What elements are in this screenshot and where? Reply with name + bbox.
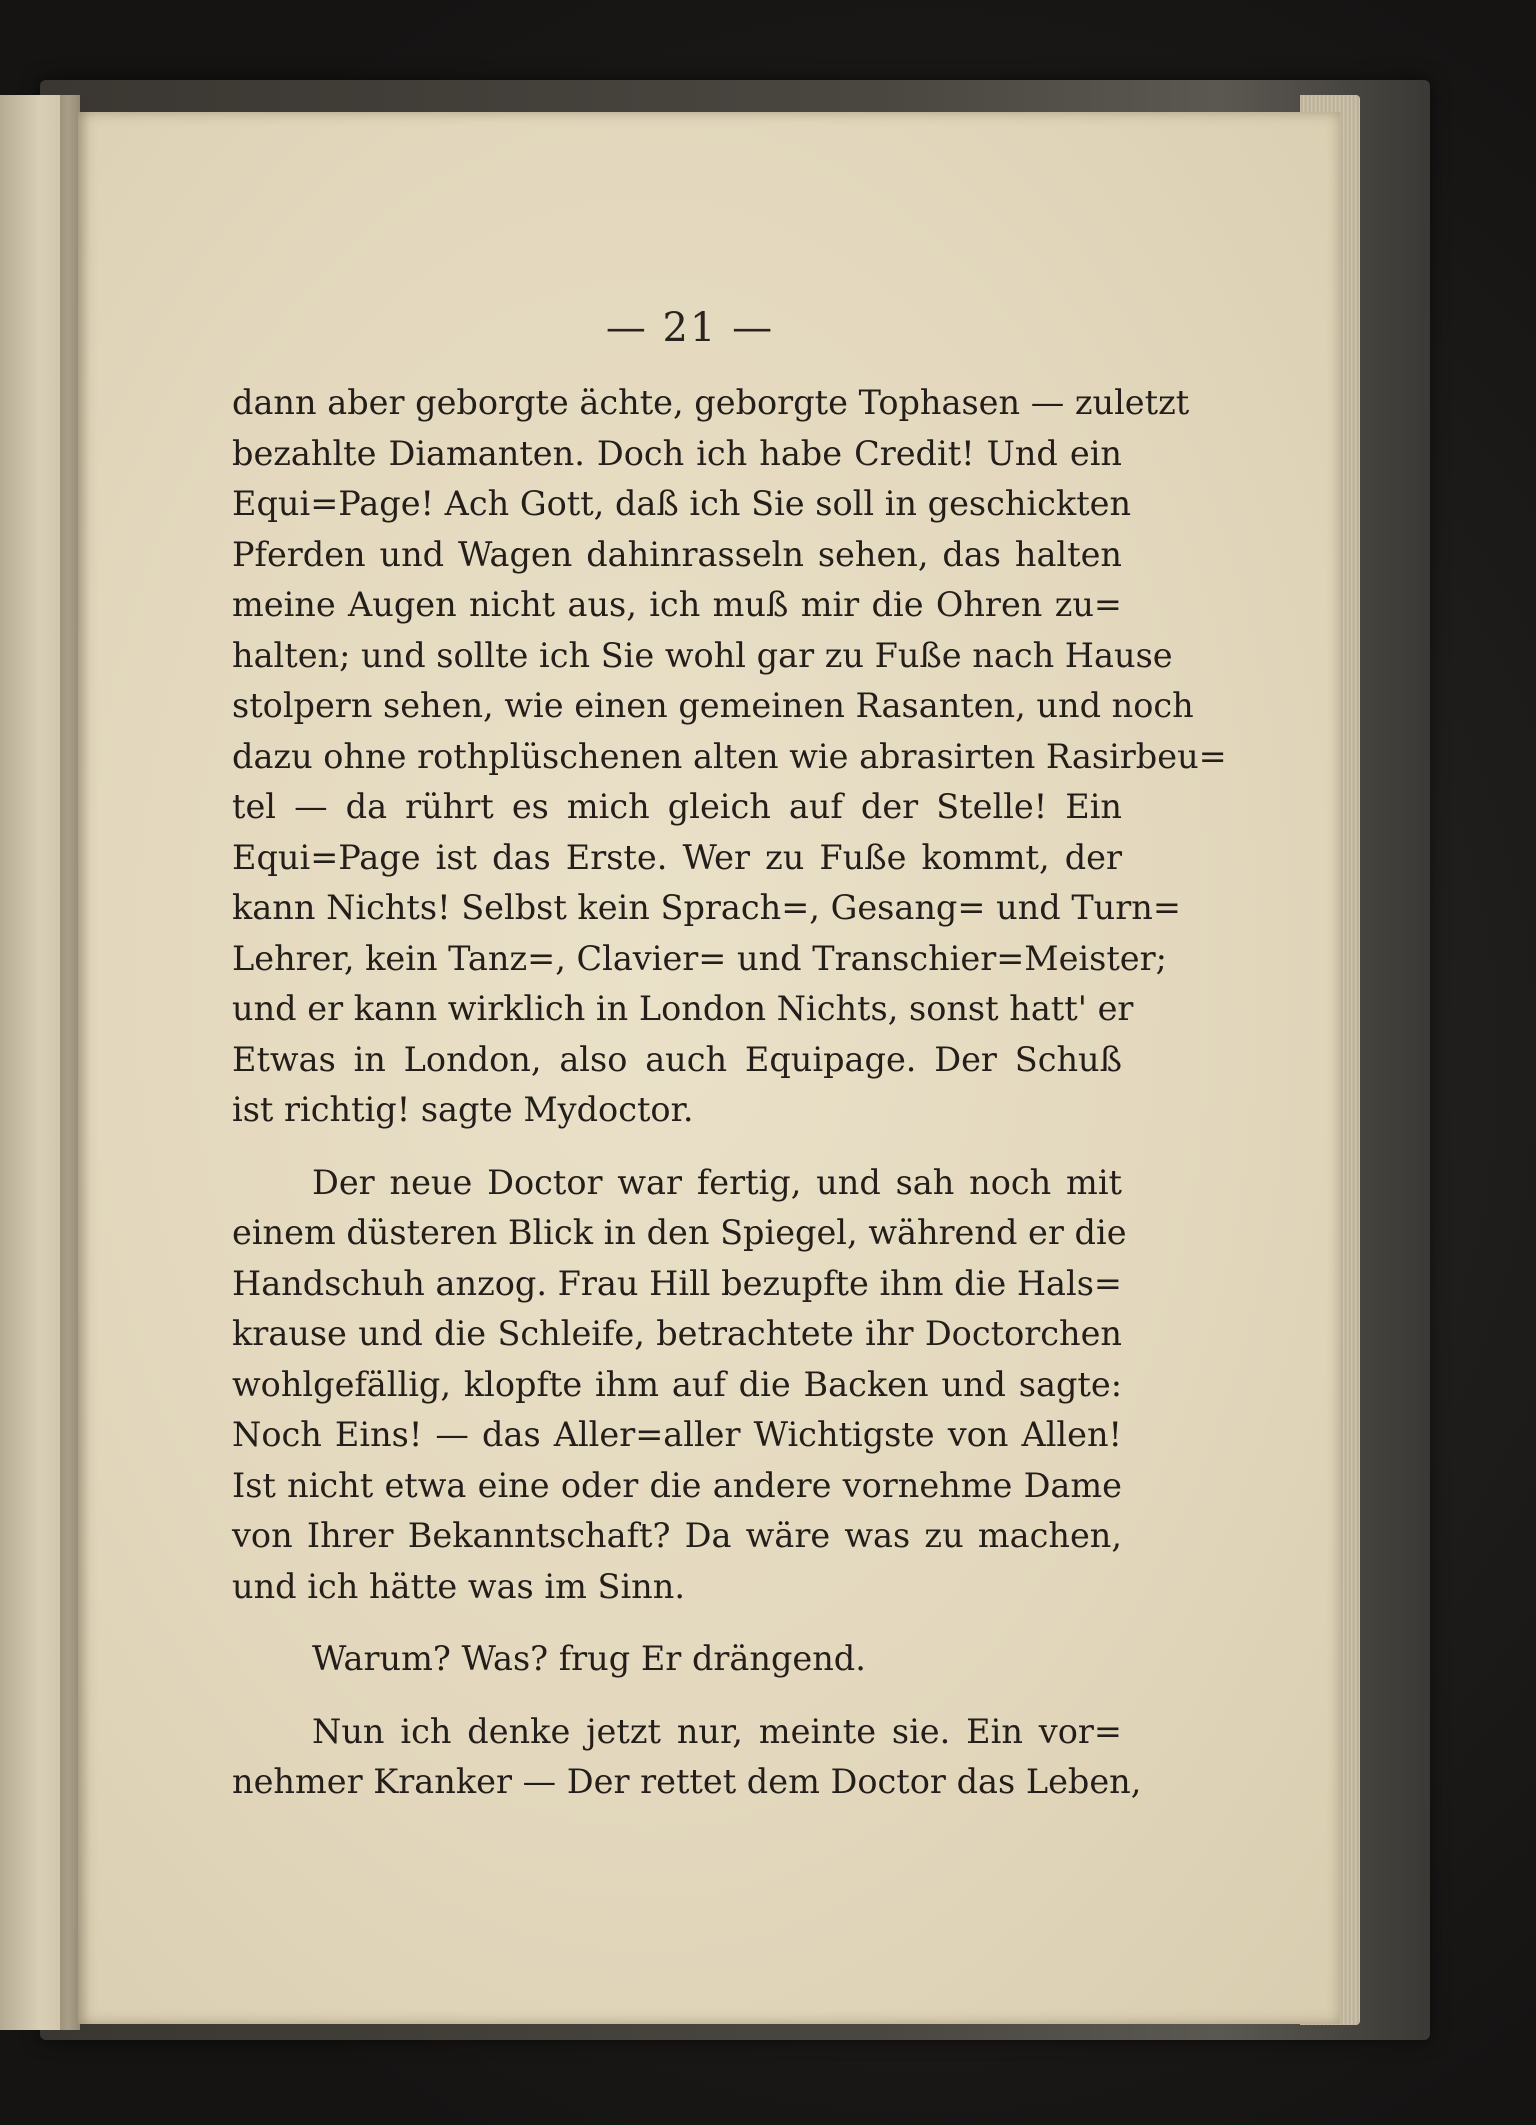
text-line: von Ihrer Bekanntschaft? Da wäre was zu machen, bbox=[232, 1516, 1122, 1555]
text-line: Etwas in London, also auch Equipage. Der Schuß bbox=[232, 1039, 1122, 1079]
page-text bbox=[232, 378, 1227, 1808]
paragraph-1 bbox=[232, 378, 1227, 1136]
gutter-shadow bbox=[60, 95, 90, 2030]
text-line: dann aber geborgte ächte, geborgte Tophasen — zuletzt bbox=[232, 383, 1190, 422]
text-line: Lehrer, kein Tanz=, Clavier= und Transchier=Meister; bbox=[232, 938, 1167, 978]
text-line: stolpern sehen, wie einen gemeinen Rasanten, und noch bbox=[232, 686, 1194, 725]
text-line: Der neue Doctor war fertig, und sah noch mit bbox=[312, 1162, 1122, 1202]
paragraph-4 bbox=[232, 1707, 1142, 1808]
text-line: Ist nicht etwa eine oder die andere vornehme Dame bbox=[232, 1465, 1122, 1505]
page-number-header: — 21 — bbox=[605, 305, 775, 351]
text-line: Warum? Was? frug Er drängend. bbox=[312, 1639, 866, 1678]
text-line: Equi=Page ist das Erste. Wer zu Fuße kommt, der bbox=[232, 837, 1122, 877]
text-line: Noch Eins! — das Aller=aller Wichtigste von Allen! bbox=[232, 1415, 1122, 1454]
text-line: tel — da rührt es mich gleich auf der Stelle! Ein bbox=[232, 787, 1122, 826]
text-line: und er kann wirklich in London Nichts, sonst hatt' er bbox=[232, 989, 1134, 1028]
paragraph-3 bbox=[232, 1634, 1122, 1685]
text-line: nehmer Kranker — Der rettet dem Doctor das Leben, bbox=[232, 1762, 1142, 1801]
text-line: Nun ich denke jetzt nur, meinte sie. Ein vor= bbox=[312, 1711, 1122, 1751]
text-line: wohlgefällig, klopfte ihm auf die Backen und sagte: bbox=[232, 1364, 1122, 1404]
paragraph-2 bbox=[232, 1158, 1127, 1613]
text-line: krause und die Schleife, betrachtete ihr Doctorchen bbox=[232, 1314, 1122, 1353]
text-line: halten; und sollte ich Sie wohl gar zu Fuße nach Hause bbox=[232, 635, 1173, 675]
text-line: dazu ohne rothplüschenen alten wie abrasirten Rasirbeu= bbox=[232, 736, 1227, 776]
text-line: bezahlte Diamanten. Doch ich habe Credit! Und ein bbox=[232, 433, 1122, 473]
text-line: Equi=Page! Ach Gott, daß ich Sie soll in geschickten bbox=[232, 484, 1132, 523]
text-line: ist richtig! sagte Mydoctor. bbox=[232, 1090, 694, 1129]
text-line: meine Augen nicht aus, ich muß mir die Ohren zu= bbox=[232, 585, 1122, 624]
text-line: Handschuh anzog. Frau Hill bezupfte ihm die Hals= bbox=[232, 1263, 1122, 1303]
text-line: und ich hätte was im Sinn. bbox=[232, 1566, 685, 1606]
text-line: einem düsteren Blick in den Spiegel, während er die bbox=[232, 1213, 1127, 1252]
text-line: Pferden und Wagen dahinrasseln sehen, das halten bbox=[232, 534, 1122, 574]
text-line: kann Nichts! Selbst kein Sprach=, Gesang= und Turn= bbox=[232, 888, 1181, 927]
